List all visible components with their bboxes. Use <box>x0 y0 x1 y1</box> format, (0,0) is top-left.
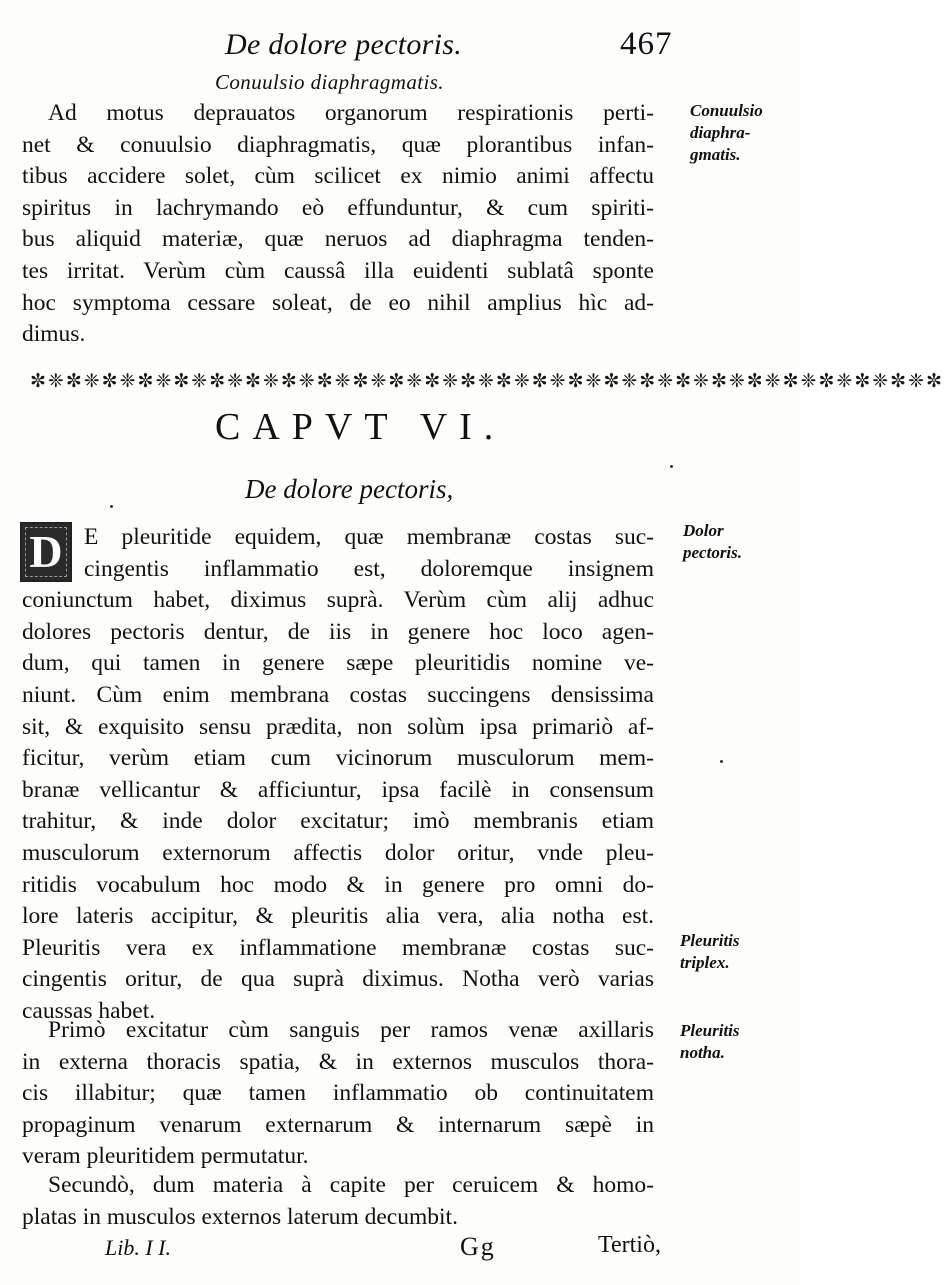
text-line: Secundò, dum materia à capite per ceruicem & homo- <box>48 1172 654 1198</box>
text-line: Ad motus deprauatos organorum respirationis perti- <box>48 100 654 126</box>
print-speck <box>720 760 723 763</box>
text-line: tibus accidere solet, cùm scilicet ex nimio animi affectu <box>22 163 654 190</box>
text-line: platas in musculos externos laterum decumbit. <box>22 1203 458 1230</box>
marginal-note-pleuritis-notha: Pleuritis notha. <box>680 1021 740 1062</box>
chapter-title: CAPVT VI. <box>215 406 506 448</box>
paragraph-primo <box>22 1015 654 1173</box>
text-line: E pleuritide equidem, quæ membranæ costas suc- <box>84 524 654 550</box>
text-line: lore lateris accipitur, & pleuritis alia vera, alia notha est. <box>22 903 654 930</box>
text-line: trahitur, & inde dolor excitatur; imò membranis etiam <box>22 808 654 835</box>
section-heading: Conuulsio diaphragmatis. <box>215 70 444 94</box>
text-line: hoc symptoma cessare soleat, de eo nihil amplius hìc ad- <box>22 289 654 316</box>
book-signature-mark: Lib. I I. <box>105 1235 171 1260</box>
text-line: propaginum venarum externarum & internarum sæpè in <box>22 1111 654 1138</box>
text-line: Pleuritis vera ex inflammatione membranæ costas suc- <box>22 934 654 961</box>
text-line: net & conuulsio diaphragmatis, quæ plorantibus infan- <box>22 131 654 158</box>
text-line: cingentis oritur, de qua suprà diximus. Notha verò varias <box>22 966 654 993</box>
decorative-ornament-band: ✼❈✼❈✼❈✼❈✼❈✼❈✼❈✼❈✼❈✼❈✼❈✼❈✼❈✼❈✼❈✼❈✼❈✼❈✼❈✼❈✼❈✼❈✼❈✼❈✼❈✼ <box>30 371 944 392</box>
marginal-note-conuulsio: Conuulsio diaphra- gmatis. <box>690 101 763 164</box>
marginal-note-pleuritis-triplex: Pleuritis triplex. <box>680 931 740 972</box>
marginal-note-dolor: Dolor pectoris. <box>683 521 743 562</box>
text-line: coniunctum habet, diximus suprà. Verùm cùm alij adhuc <box>22 587 654 614</box>
page-number: 467 <box>620 26 673 62</box>
catchword: Tertiò, <box>598 1232 661 1258</box>
text-line: sit, & exquisito sensu prædita, non solùm ipsa primariò af- <box>22 713 654 740</box>
text-line: cingentis inflammatio est, doloremque insignem <box>84 555 654 582</box>
drop-initial-letter: D <box>20 522 72 582</box>
chapter-subtitle: De dolore pectoris, <box>245 474 454 504</box>
gathering-mark: Gg <box>460 1232 496 1261</box>
running-title: De dolore pectoris. <box>225 28 463 61</box>
text-line: ritidis vocabulum hoc modo & in genere pro omni do- <box>22 871 654 898</box>
text-line: in externa thoracis spatia, & in externos musculos thora- <box>22 1048 654 1075</box>
text-line: musculorum externorum affectis dolor oritur, vnde pleu- <box>22 839 654 866</box>
paragraph-secundo <box>22 1170 654 1233</box>
text-line: branæ vellicantur & afficiuntur, ipsa facilè in consensum <box>22 776 654 803</box>
paragraph-conuulsio <box>22 98 654 351</box>
paragraph-de-pleuritide <box>22 522 654 1028</box>
text-line: dolores pectoris dentur, de iis in genere hoc loco agen- <box>22 618 654 645</box>
print-speck <box>670 465 673 468</box>
print-speck <box>110 505 113 508</box>
text-line: cis illabitur; quæ tamen inflammatio ob continuitatem <box>22 1080 654 1107</box>
text-line: dimus. <box>22 321 86 348</box>
text-line: Primò excitatur cùm sanguis per ramos venæ axillaris <box>48 1017 654 1043</box>
text-line: caussas habet. <box>22 997 156 1024</box>
text-line: dum, qui tamen in genere sæpe pleuritidis nomine ve- <box>22 650 654 677</box>
text-line: niunt. Cùm enim membrana costas succingens densissima <box>22 681 654 708</box>
text-line: ficitur, verùm etiam cum vicinorum musculorum mem- <box>22 745 654 772</box>
text-line: spiritus in lachrymando eò effunduntur, & cum spiriti- <box>22 194 654 221</box>
text-line: tes irritat. Verùm cùm caussâ illa euidenti sublatâ sponte <box>22 257 654 284</box>
text-line: bus aliquid materiæ, quæ neruos ad diaphragma tenden- <box>22 226 654 253</box>
text-line: veram pleuritidem permutatur. <box>22 1143 309 1170</box>
